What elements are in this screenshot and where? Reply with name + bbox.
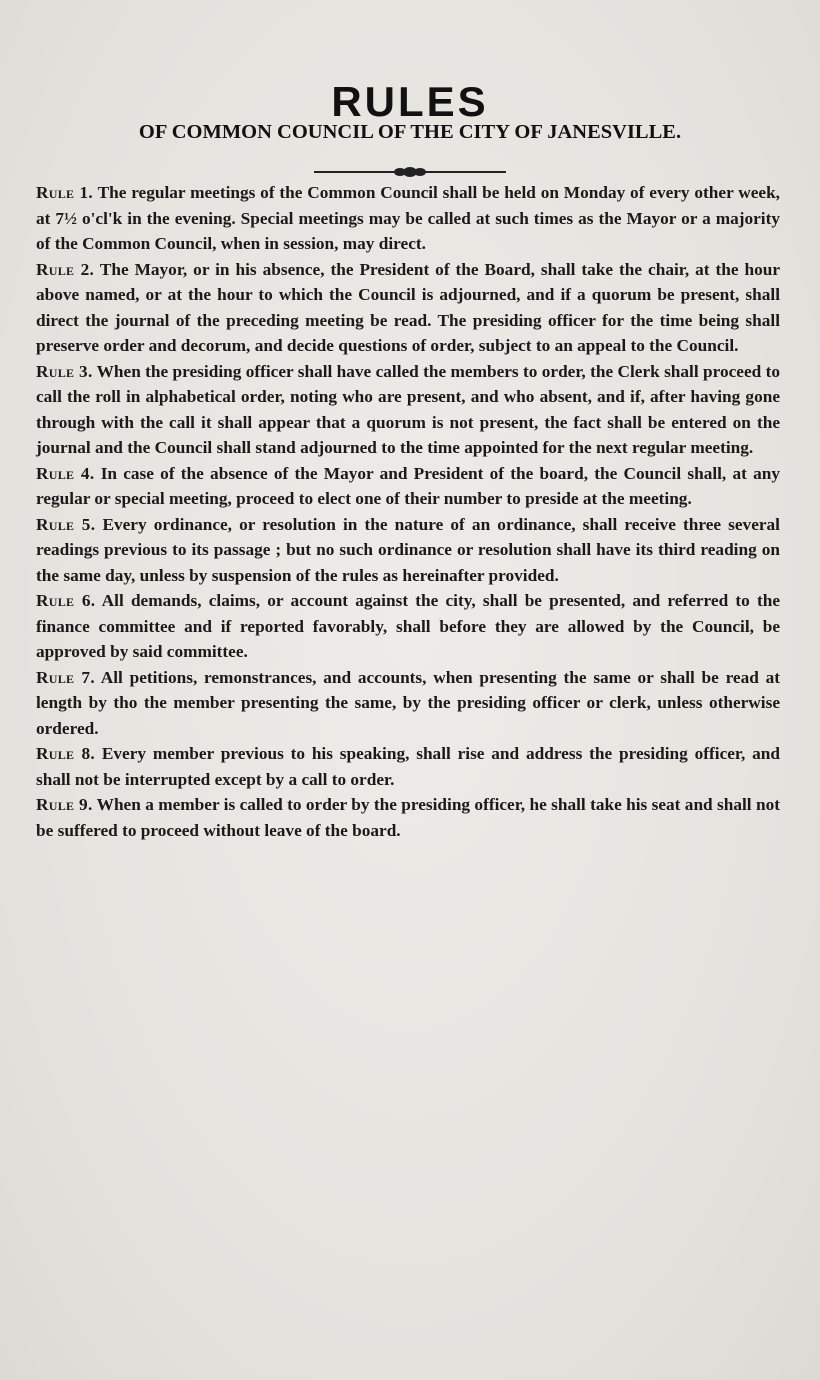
rule-label: Rule 6. bbox=[36, 591, 96, 610]
rule-text: All petitions, remonstrances, and accounts, when presenting the same or shall be read at length by tho the member presenting the same, by the presiding officer or clerk, unless otherwise ordered. bbox=[36, 667, 780, 738]
rule-label: Rule 9. bbox=[36, 795, 93, 814]
rule-label: Rule 1. bbox=[36, 183, 94, 202]
rule-text: In case of the absence of the Mayor and President of the board, the Council shall, at any regular or special meeting, proceed to elect one of their number to preside at the meeting. bbox=[36, 463, 780, 508]
rule-label: Rule 5. bbox=[36, 514, 96, 534]
rule-2 bbox=[36, 257, 780, 359]
rule-4 bbox=[36, 461, 780, 512]
rule-label: Rule 4. bbox=[36, 463, 95, 483]
rule-3 bbox=[36, 359, 780, 461]
rule-text: The Mayor, or in his absence, the President of the Board, shall take the chair, at the hour above named, or at the hour to which the Council is adjourned, and if a quorum be present, shall direct the journal of the preceding meeting be read. The presiding officer for the time being shall preserve order and decorum, and decide questions of order, subject to an appeal to the Council. bbox=[36, 259, 780, 355]
rule-label: Rule 7. bbox=[36, 667, 95, 687]
rule-label: Rule 2. bbox=[36, 259, 95, 279]
rule-text: When the presiding officer shall have called the members to order, the Clerk shall proceed to call the roll in alphabetical order, noting who are present, and who absent, and if, after having gone through with the call it shall appear that a quorum is not present, the fact shall be entered on the journal and the Council shall stand adjourned to the time appointed for the next regular meeting. bbox=[36, 361, 780, 457]
rule-text: The regular meetings of the Common Council shall be held on Monday of every other week, at 7½ o'cl'k in the evening. Special meetings may be called at such times as the Mayor or a majority of the Common Council, when in session, may direct. bbox=[36, 183, 780, 253]
rule-text: When a member is called to order by the presiding officer, he shall take his seat and shall not be suffered to proceed without leave of the board. bbox=[36, 795, 780, 840]
rule-text: Every ordinance, or resolution in the nature of an ordinance, shall receive three several readings previous to its passage ; but no such ordinance or resolution shall have its third reading on the same day, unless by suspension of the rules as hereinafter provided. bbox=[36, 514, 780, 585]
rule-7 bbox=[36, 665, 780, 742]
rule-1 bbox=[36, 180, 780, 257]
rule-5 bbox=[36, 512, 780, 589]
rule-label: Rule 3. bbox=[36, 361, 93, 381]
rule-8 bbox=[36, 741, 780, 792]
rule-label: Rule 8. bbox=[36, 744, 96, 763]
page-title: RULES bbox=[331, 78, 489, 125]
rule-6 bbox=[36, 588, 780, 665]
page-subtitle: OF COMMON COUNCIL OF THE CITY OF JANESVILLE. bbox=[138, 121, 682, 143]
rules-body bbox=[36, 180, 780, 843]
rule-text: Every member previous to his speaking, shall rise and address the presiding officer, and shall not be interrupted except by a call to order. bbox=[36, 744, 780, 789]
rule-9 bbox=[36, 792, 780, 843]
rule-text: All demands, claims, or account against the city, shall be presented, and referred to the finance committee and if reported favorably, shall before they are allowed by the Council, be approved by said committee. bbox=[36, 591, 781, 661]
ornamental-divider bbox=[314, 168, 506, 176]
